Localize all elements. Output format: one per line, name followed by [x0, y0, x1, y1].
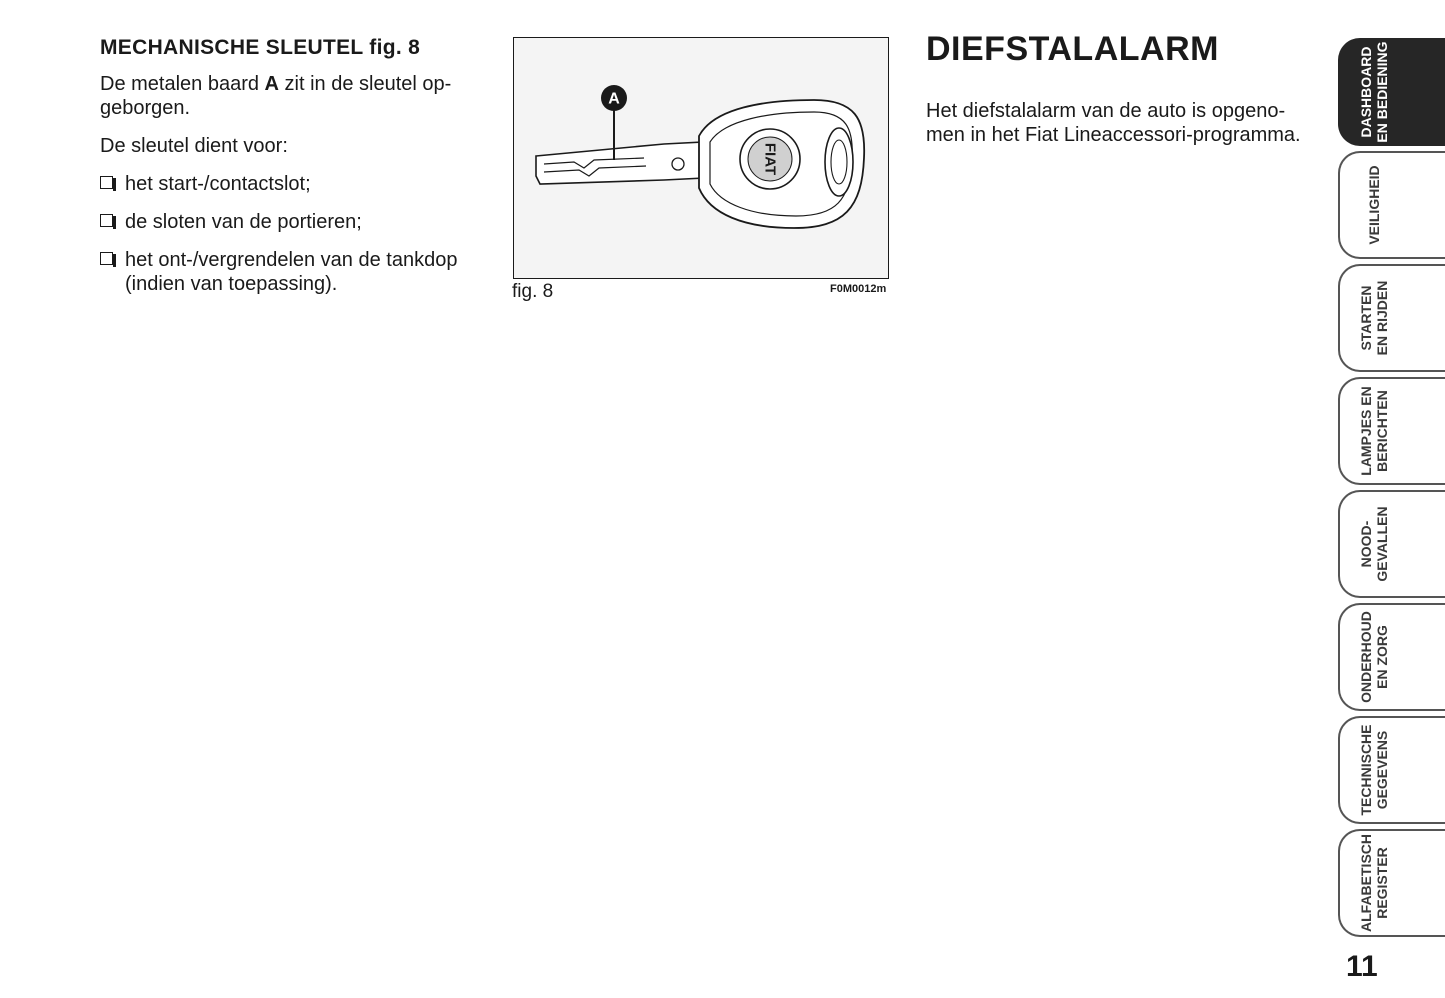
tab-label: ALFABETISCH REGISTER: [1358, 834, 1390, 932]
checkbox-bullet-icon: [100, 214, 113, 227]
brand-logo-text: FIAT: [761, 142, 779, 176]
tab-index[interactable]: [1338, 829, 1445, 937]
tab-starting[interactable]: [1338, 264, 1445, 372]
text-run: De metalen baard: [100, 73, 265, 95]
tab-label: LAMPJES EN BERICHTEN: [1358, 386, 1390, 476]
figure-caption: fig. 8: [512, 281, 554, 302]
page-number: 11: [1346, 950, 1378, 983]
bold-marker: A: [264, 73, 279, 95]
section-title-alarm: DIEFSTALALARM: [926, 30, 1219, 68]
tab-label: ONDERHOUD EN ZORG: [1358, 611, 1390, 703]
marker-label: A: [608, 90, 620, 108]
checkbox-bullet-icon: [100, 252, 113, 265]
tab-maintenance[interactable]: [1338, 603, 1445, 711]
list-item: [100, 210, 492, 234]
right-column: [926, 30, 1311, 161]
tab-emergencies[interactable]: [1338, 490, 1445, 598]
checkbox-bullet-icon: [100, 176, 113, 189]
tab-technical-data[interactable]: [1338, 716, 1445, 824]
list-item: [100, 248, 492, 296]
text-run: zit in de sleutel op- geborgen.: [100, 73, 452, 119]
figure-code: F0M0012m: [830, 283, 887, 295]
paragraph-key-blade: [100, 72, 492, 120]
list-item-text: het ont-/vergrendelen van de tankdop (indien van toepassing).: [125, 249, 458, 295]
tab-safety[interactable]: [1338, 151, 1445, 259]
paragraph-key-uses: De sleutel dient voor:: [100, 135, 288, 157]
chapter-tabs: [1338, 38, 1445, 948]
list-item-text: het start-/contactslot;: [125, 173, 311, 195]
list-item-text: de sloten van de portieren;: [125, 211, 362, 233]
list-item: [100, 172, 492, 196]
tab-warning-lights[interactable]: [1338, 377, 1445, 485]
tab-label: TECHNISCHE GEGEVENS: [1358, 724, 1390, 816]
key-drawing: [514, 38, 887, 277]
tab-label: NOOD- GEVALLEN: [1358, 506, 1390, 582]
tab-label: DASHBOARD EN BEDIENING: [1358, 41, 1390, 143]
tab-label: STARTEN EN RIJDEN: [1358, 280, 1390, 356]
paragraph-alarm: Het diefstalalarm van de auto is opgeno- men in het Fiat Lineaccessori-programma.: [926, 100, 1301, 146]
section-title: MECHANISCHE SLEUTEL fig. 8: [100, 36, 421, 59]
key-illustration: [513, 37, 889, 279]
tab-label: VEILIGHEID: [1366, 165, 1382, 245]
tab-dashboard[interactable]: [1338, 38, 1445, 146]
left-column: [100, 36, 492, 310]
